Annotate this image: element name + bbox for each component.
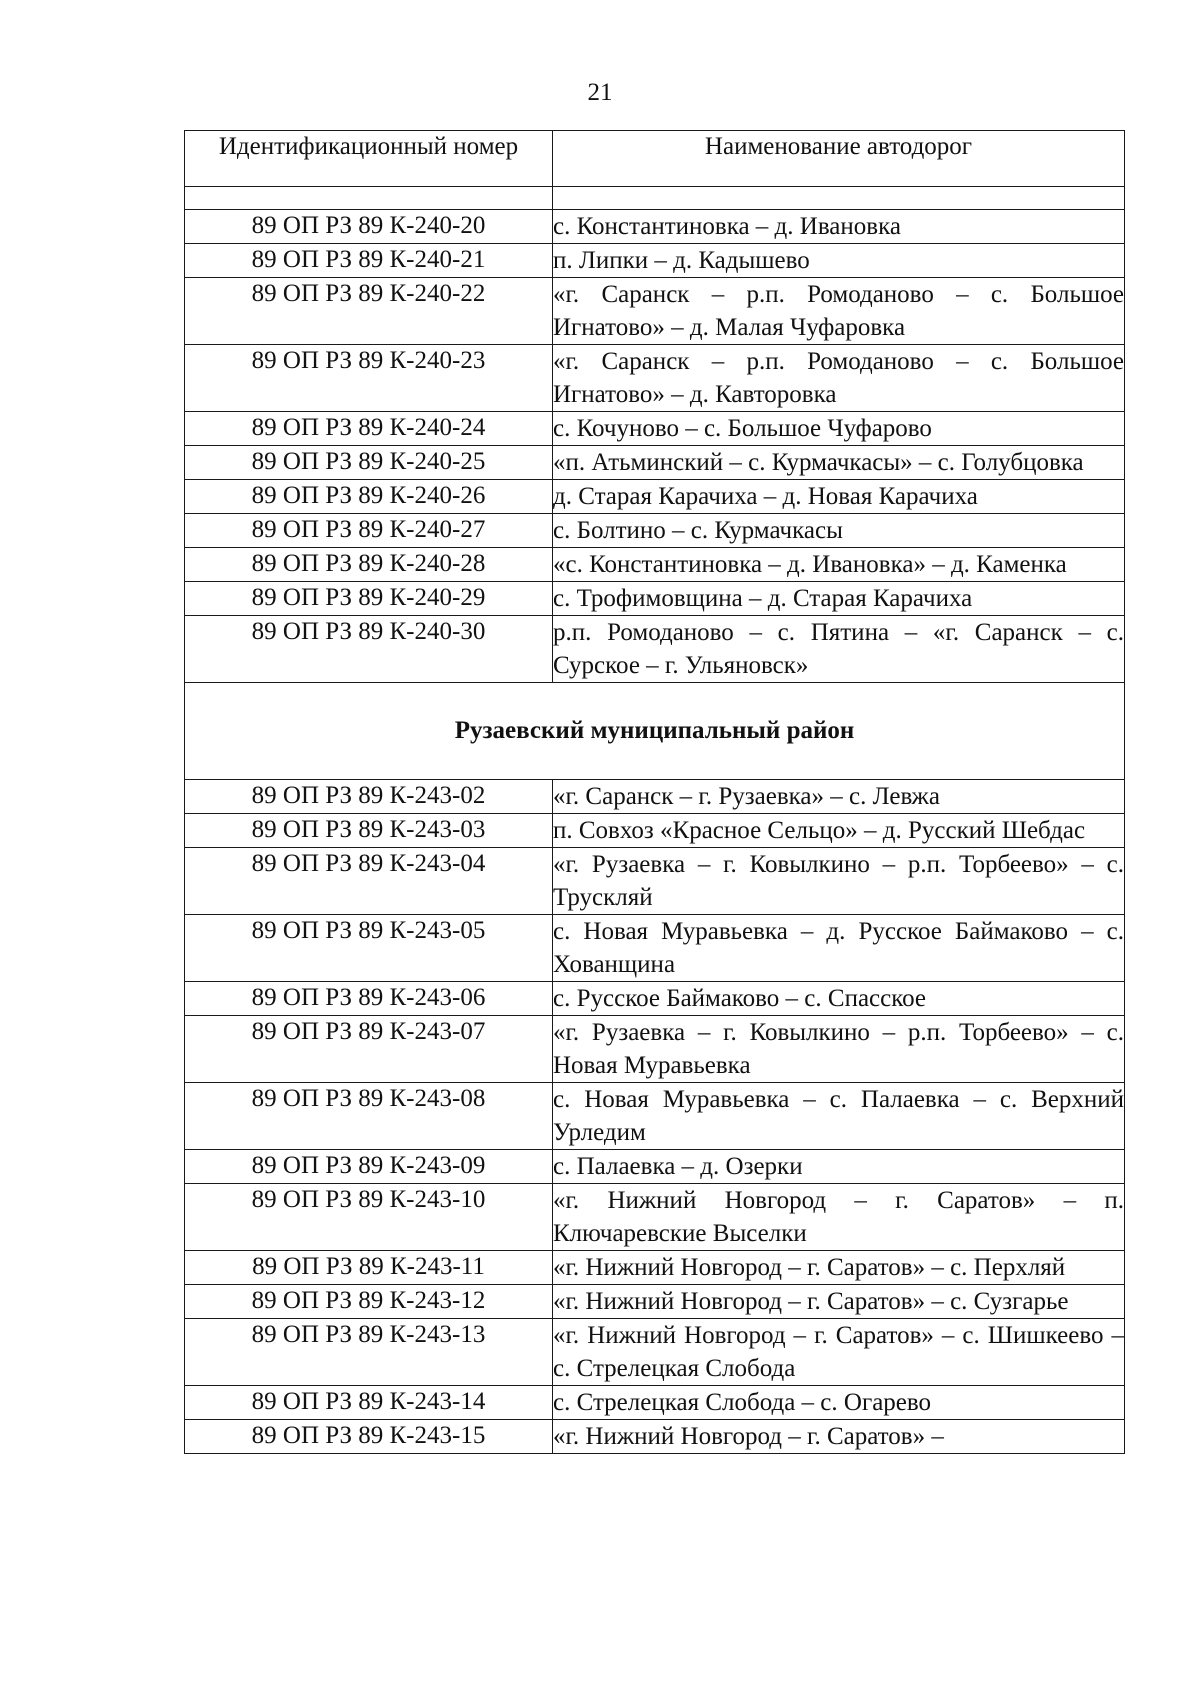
page-number: 21	[587, 79, 613, 106]
road-id-cell: 89 ОП РЗ 89 К-243-02	[185, 780, 553, 814]
table-row	[185, 982, 1125, 1016]
table-row	[185, 514, 1125, 548]
road-id-cell: 89 ОП РЗ 89 К-240-28	[185, 548, 553, 582]
road-id-cell: 89 ОП РЗ 89 К-243-05	[185, 915, 553, 982]
road-name-cell: «г. Нижний Новгород – г. Саратов» – с. Сузгарье	[553, 1285, 1125, 1319]
table-header-row	[185, 131, 1125, 187]
table-row	[185, 244, 1125, 278]
table-row	[185, 582, 1125, 616]
table-row	[185, 412, 1125, 446]
road-id-cell: 89 ОП РЗ 89 К-243-03	[185, 814, 553, 848]
road-name-cell: п. Совхоз «Красное Сельцо» – д. Русский Шебдас	[553, 814, 1125, 848]
road-id-cell: 89 ОП РЗ 89 К-240-27	[185, 514, 553, 548]
header-spacer-row	[185, 187, 1125, 210]
road-id-cell: 89 ОП РЗ 89 К-240-25	[185, 446, 553, 480]
table-row	[185, 1251, 1125, 1285]
road-id-cell: 89 ОП РЗ 89 К-243-10	[185, 1184, 553, 1251]
road-name-cell: с. Новая Муравьевка – д. Русское Баймаково – с. Хованщина	[553, 915, 1125, 982]
road-name-cell: «г. Нижний Новгород – г. Саратов» – п. Ключаревские Выселки	[553, 1184, 1125, 1251]
road-name-cell: р.п. Ромоданово – с. Пятина – «г. Саранск – с. Сурское – г. Ульяновск»	[553, 616, 1125, 683]
road-name-cell: «п. Атьминский – с. Курмачкасы» – с. Голубцовка	[553, 446, 1125, 480]
table-row	[185, 548, 1125, 582]
road-name-cell: «г. Рузаевка – г. Ковылкино – р.п. Торбеево» – с. Новая Муравьевка	[553, 1016, 1125, 1083]
road-id-cell: 89 ОП РЗ 89 К-243-09	[185, 1150, 553, 1184]
road-id-cell: 89 ОП РЗ 89 К-240-20	[185, 210, 553, 244]
road-id-cell: 89 ОП РЗ 89 К-243-12	[185, 1285, 553, 1319]
road-id-cell: 89 ОП РЗ 89 К-240-24	[185, 412, 553, 446]
road-name-cell: «г. Саранск – р.п. Ромоданово – с. Большое Игнатово» – д. Малая Чуфаровка	[553, 278, 1125, 345]
road-name-cell: д. Старая Карачиха – д. Новая Карачиха	[553, 480, 1125, 514]
road-id-cell: 89 ОП РЗ 89 К-243-11	[185, 1251, 553, 1285]
table-row	[185, 1420, 1125, 1454]
table-row	[185, 278, 1125, 345]
road-name-cell: «с. Константиновка – д. Ивановка» – д. Каменка	[553, 548, 1125, 582]
header-id: Идентификационный номер	[185, 131, 553, 187]
table-row	[185, 1285, 1125, 1319]
road-id-cell: 89 ОП РЗ 89 К-243-04	[185, 848, 553, 915]
table-row	[185, 1150, 1125, 1184]
road-name-cell: с. Кочуново – с. Большое Чуфарово	[553, 412, 1125, 446]
roads-table	[184, 130, 1125, 1454]
road-id-cell: 89 ОП РЗ 89 К-240-29	[185, 582, 553, 616]
road-name-cell: с. Константиновка – д. Ивановка	[553, 210, 1125, 244]
road-id-cell: 89 ОП РЗ 89 К-240-26	[185, 480, 553, 514]
table-row	[185, 480, 1125, 514]
table-row	[185, 780, 1125, 814]
road-name-cell: п. Липки – д. Кадышево	[553, 244, 1125, 278]
road-id-cell: 89 ОП РЗ 89 К-243-08	[185, 1083, 553, 1150]
table-row	[185, 915, 1125, 982]
road-name-cell: «г. Рузаевка – г. Ковылкино – р.п. Торбеево» – с. Трускляй	[553, 848, 1125, 915]
road-name-cell: с. Стрелецкая Слобода – с. Огарево	[553, 1386, 1125, 1420]
table-row	[185, 210, 1125, 244]
road-id-cell: 89 ОП РЗ 89 К-243-13	[185, 1319, 553, 1386]
table-row	[185, 1083, 1125, 1150]
section-title: Рузаевский муниципальный район	[185, 683, 1125, 780]
road-id-cell: 89 ОП РЗ 89 К-243-14	[185, 1386, 553, 1420]
road-name-cell: с. Новая Муравьевка – с. Палаевка – с. Верхний Урледим	[553, 1083, 1125, 1150]
road-id-cell: 89 ОП РЗ 89 К-240-23	[185, 345, 553, 412]
road-name-cell: с. Русское Баймаково – с. Спасское	[553, 982, 1125, 1016]
road-id-cell: 89 ОП РЗ 89 К-243-15	[185, 1420, 553, 1454]
road-id-cell: 89 ОП РЗ 89 К-240-21	[185, 244, 553, 278]
table-row	[185, 1016, 1125, 1083]
road-id-cell: 89 ОП РЗ 89 К-243-06	[185, 982, 553, 1016]
table-row	[185, 446, 1125, 480]
road-id-cell: 89 ОП РЗ 89 К-243-07	[185, 1016, 553, 1083]
table-row	[185, 1184, 1125, 1251]
table-row	[185, 1386, 1125, 1420]
table-row	[185, 345, 1125, 412]
section-row	[185, 683, 1125, 780]
table-row	[185, 1319, 1125, 1386]
road-name-cell: «г. Нижний Новгород – г. Саратов» –	[553, 1420, 1125, 1454]
road-name-cell: с. Болтино – с. Курмачкасы	[553, 514, 1125, 548]
road-name-cell: с. Трофимовщина – д. Старая Карачиха	[553, 582, 1125, 616]
road-name-cell: с. Палаевка – д. Озерки	[553, 1150, 1125, 1184]
road-id-cell: 89 ОП РЗ 89 К-240-22	[185, 278, 553, 345]
road-name-cell: «г. Нижний Новгород – г. Саратов» – с. Шишкеево – с. Стрелецкая Слобода	[553, 1319, 1125, 1386]
road-name-cell: «г. Нижний Новгород – г. Саратов» – с. Перхляй	[553, 1251, 1125, 1285]
road-id-cell: 89 ОП РЗ 89 К-240-30	[185, 616, 553, 683]
table-row	[185, 616, 1125, 683]
table-row	[185, 848, 1125, 915]
road-name-cell: «г. Саранск – р.п. Ромоданово – с. Большое Игнатово» – д. Кавторовка	[553, 345, 1125, 412]
road-name-cell: «г. Саранск – г. Рузаевка» – с. Левжа	[553, 780, 1125, 814]
table-row	[185, 814, 1125, 848]
header-name: Наименование автодорог	[553, 131, 1125, 187]
